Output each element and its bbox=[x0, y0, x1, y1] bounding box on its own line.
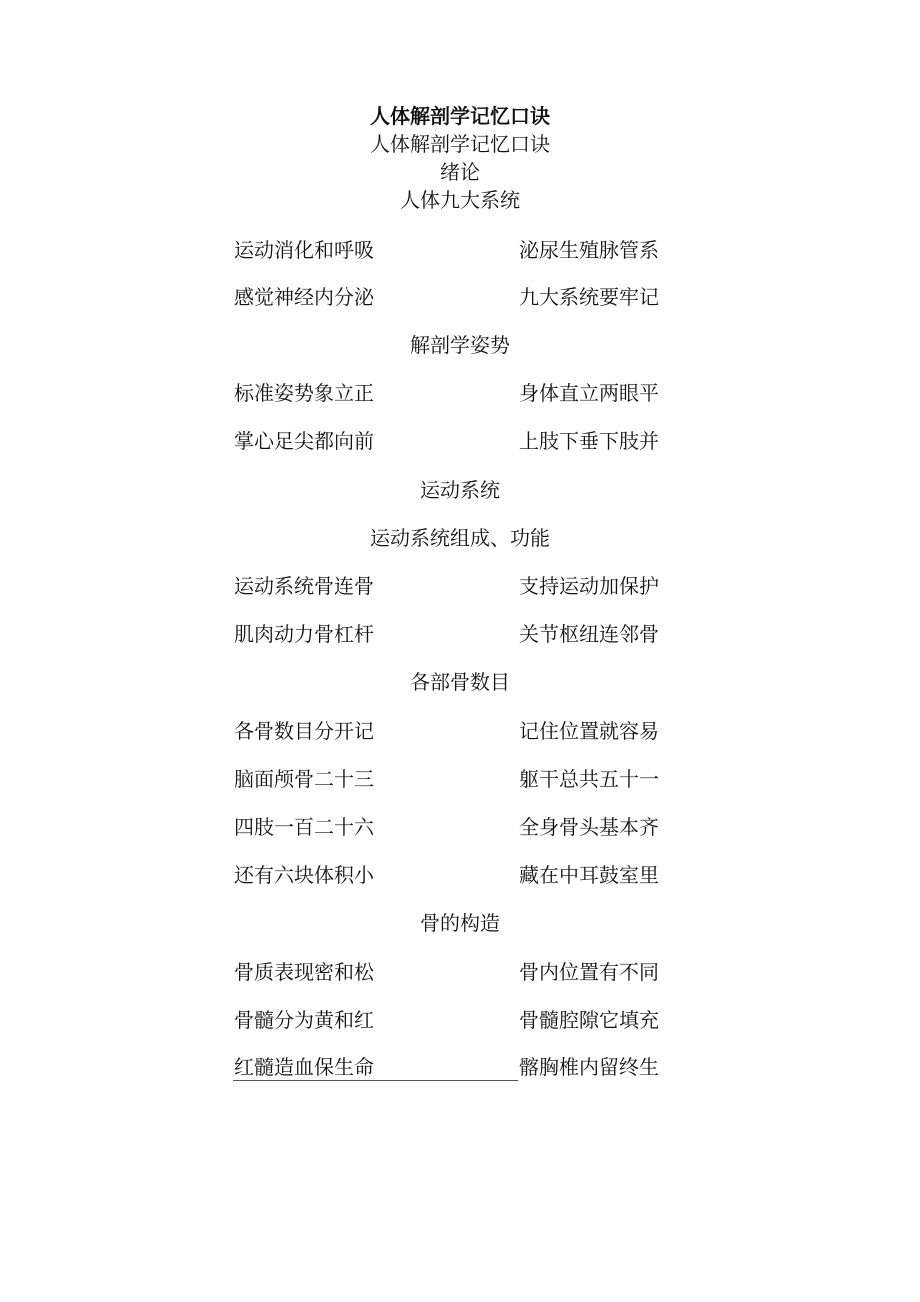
section-heading: 各部骨数目 bbox=[410, 670, 510, 694]
verse-line-right: 关节枢纽连邻骨 bbox=[519, 622, 659, 646]
verse-line-right: 支持运动加保护 bbox=[519, 574, 659, 598]
verse-line-right: 泌尿生殖脉管系 bbox=[519, 238, 659, 262]
verse-line-left: 肌肉动力骨杠杆 bbox=[234, 622, 374, 646]
section-heading: 解剖学姿势 bbox=[410, 333, 510, 357]
verse-line-right: 全身骨头基本齐 bbox=[519, 815, 659, 839]
verse-line-left: 骨髓分为黄和红 bbox=[234, 1008, 374, 1032]
verse-line-left: 还有六块体积小 bbox=[234, 863, 374, 887]
verse-line-left: 脑面颅骨二十三 bbox=[234, 767, 374, 791]
verse-line-left: 运动系统骨连骨 bbox=[234, 574, 374, 598]
verse-line-right: 骨髓腔隙它填充 bbox=[519, 1008, 659, 1032]
verse-line-left: 感觉神经内分泌 bbox=[234, 285, 374, 309]
underline-rule bbox=[233, 1080, 518, 1081]
verse-line-right: 上肢下垂下肢并 bbox=[519, 429, 659, 453]
verse-line-right: 藏在中耳鼓室里 bbox=[519, 863, 659, 887]
verse-line-left: 红髓造血保生命 bbox=[234, 1055, 374, 1079]
section-heading: 人体九大系统 bbox=[400, 188, 520, 212]
section-heading: 骨的构造 bbox=[420, 911, 500, 935]
section-heading: 运动系统组成、功能 bbox=[370, 526, 550, 550]
chapter-heading: 绪论 bbox=[440, 160, 480, 184]
document-subtitle: 人体解剖学记忆口诀 bbox=[370, 132, 550, 156]
verse-line-left: 掌心足尖都向前 bbox=[234, 429, 374, 453]
verse-line-left: 标准姿势象立正 bbox=[234, 381, 374, 405]
verse-line-right: 髂胸椎内留终生 bbox=[519, 1055, 659, 1079]
verse-line-right: 骨内位置有不同 bbox=[519, 960, 659, 984]
verse-line-right: 身体直立两眼平 bbox=[519, 381, 659, 405]
verse-line-left: 运动消化和呼吸 bbox=[234, 238, 374, 262]
verse-line-left: 各骨数目分开记 bbox=[234, 719, 374, 743]
section-heading: 运动系统 bbox=[420, 478, 500, 502]
verse-line-left: 四肢一百二十六 bbox=[234, 815, 374, 839]
verse-line-left: 骨质表现密和松 bbox=[234, 960, 374, 984]
verse-line-right: 躯干总共五十一 bbox=[519, 767, 659, 791]
verse-line-right: 九大系统要牢记 bbox=[519, 285, 659, 309]
document-title: 人体解剖学记忆口诀 bbox=[370, 104, 550, 128]
verse-line-right: 记住位置就容易 bbox=[519, 719, 659, 743]
